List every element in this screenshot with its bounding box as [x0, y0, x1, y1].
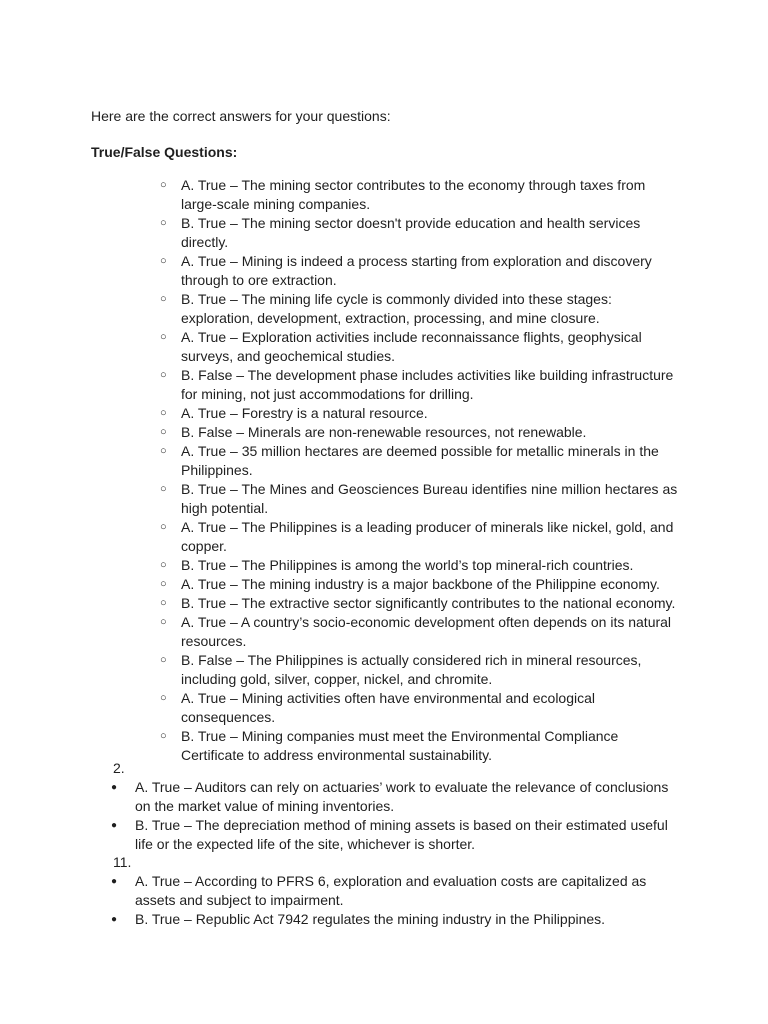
list-item: [91, 816, 681, 854]
circle-bullet-icon: ○: [160, 293, 167, 305]
list-item: [160, 252, 681, 290]
list-item-text: A. True – The mining industry is a major backbone of the Philippine economy.: [181, 576, 660, 592]
circle-bullet-icon: ○: [160, 578, 167, 590]
list-item: [160, 423, 681, 442]
section-number: 11.: [113, 854, 132, 870]
circle-bullet-icon: ○: [160, 483, 167, 495]
circle-bullet-icon: ○: [160, 407, 167, 419]
section-heading: True/False Questions:: [91, 144, 238, 160]
list-item-text: A. True – The Philippines is a leading producer of minerals like nickel, gold, and copper.: [181, 519, 674, 554]
circle-bullet-icon: ○: [160, 616, 167, 628]
list-item-text: A. True – Forestry is a natural resource.: [181, 405, 428, 421]
list-item-text: B. True – Republic Act 7942 regulates the mining industry in the Philippines.: [135, 911, 606, 927]
section-2-answer-list: [91, 778, 681, 854]
list-item: [160, 480, 681, 518]
circle-bullet-icon: ○: [160, 179, 167, 191]
list-item-text: A. True – Mining activities often have environmental and ecological consequences.: [181, 690, 596, 725]
list-item: [160, 328, 681, 366]
circle-bullet-icon: ○: [160, 521, 167, 533]
circle-bullet-icon: ○: [160, 445, 167, 457]
circle-bullet-icon: ○: [160, 597, 167, 609]
list-item-text: A. True – According to PFRS 6, exploration and evaluation costs are capitalized as assets and subject to impairment.: [135, 873, 647, 908]
circle-bullet-icon: ○: [160, 369, 167, 381]
list-item-text: A. True – 35 million hectares are deemed possible for metallic minerals in the Philippines.: [181, 443, 659, 478]
disc-bullet-icon: ●: [111, 876, 118, 887]
answer-section-11: [91, 853, 681, 929]
circle-bullet-icon: ○: [160, 692, 167, 704]
disc-bullet-icon: ●: [111, 782, 118, 793]
list-item: [91, 778, 681, 816]
list-item: [91, 872, 681, 910]
disc-bullet-icon: ●: [111, 914, 118, 925]
answer-section-2: [91, 759, 681, 854]
list-item-text: A. True – Exploration activities include reconnaissance flights, geophysical surveys, and geochemical studies.: [181, 329, 642, 364]
list-item-text: B. True – The Mines and Geosciences Bureau identifies nine million hectares as high potential.: [181, 481, 678, 516]
list-item: [160, 404, 681, 423]
circle-bullet-icon: ○: [160, 559, 167, 571]
list-item-text: B. False – The development phase includes activities like building infrastructure for mining, not just accommodations for drilling.: [181, 367, 674, 402]
list-item-text: A. True – Auditors can rely on actuaries’ work to evaluate the relevance of conclusions on the market value of mining inventories.: [135, 779, 669, 814]
list-item: [160, 651, 681, 689]
list-item-text: A. True – A country’s socio-economic development often depends on its natural resources.: [181, 614, 672, 649]
list-item-text: B. False – The Philippines is actually considered rich in mineral resources, including gold, silver, copper, nickel, and chromite.: [181, 652, 642, 687]
list-item: [160, 689, 681, 727]
disc-bullet-icon: ●: [111, 820, 118, 831]
list-item: [160, 594, 681, 613]
circle-bullet-icon: ○: [160, 331, 167, 343]
list-item-text: B. True – The extractive sector significantly contributes to the national economy.: [181, 595, 676, 611]
list-item: [91, 910, 681, 929]
section-number: 2.: [113, 760, 125, 776]
circle-bullet-icon: ○: [160, 730, 167, 742]
list-item: [160, 613, 681, 651]
intro-text: Here are the correct answers for your questions:: [91, 108, 391, 124]
list-item-text: B. False – Minerals are non-renewable resources, not renewable.: [181, 424, 587, 440]
circle-bullet-icon: ○: [160, 426, 167, 438]
list-item-text: B. True – The depreciation method of mining assets is based on their estimated useful life or the expected life of the site, whichever is shorter.: [135, 817, 668, 852]
list-item-text: A. True – Mining is indeed a process starting from exploration and discovery through to ore extraction.: [181, 253, 652, 288]
list-item-text: B. True – Mining companies must meet the Environmental Compliance Certificate to address environmental sustainability.: [181, 728, 619, 763]
list-item: [160, 176, 681, 214]
true-false-answer-list: [160, 176, 681, 765]
list-item-text: A. True – The mining sector contributes to the economy through taxes from large-scale mining companies.: [181, 177, 646, 212]
list-item: [160, 214, 681, 252]
list-item: [160, 290, 681, 328]
list-item: [160, 556, 681, 575]
list-item: [160, 575, 681, 594]
list-item-text: B. True – The mining sector doesn't provide education and health services directly.: [181, 215, 641, 250]
circle-bullet-icon: ○: [160, 654, 167, 666]
list-item: [160, 442, 681, 480]
circle-bullet-icon: ○: [160, 217, 167, 229]
list-item-text: B. True – The Philippines is among the world’s top mineral-rich countries.: [181, 557, 634, 573]
list-item: [160, 518, 681, 556]
list-item: [160, 366, 681, 404]
circle-bullet-icon: ○: [160, 255, 167, 267]
list-item-text: B. True – The mining life cycle is commonly divided into these stages: exploration, development, extraction, processing, and mine closure.: [181, 291, 612, 326]
section-11-answer-list: [91, 872, 681, 929]
